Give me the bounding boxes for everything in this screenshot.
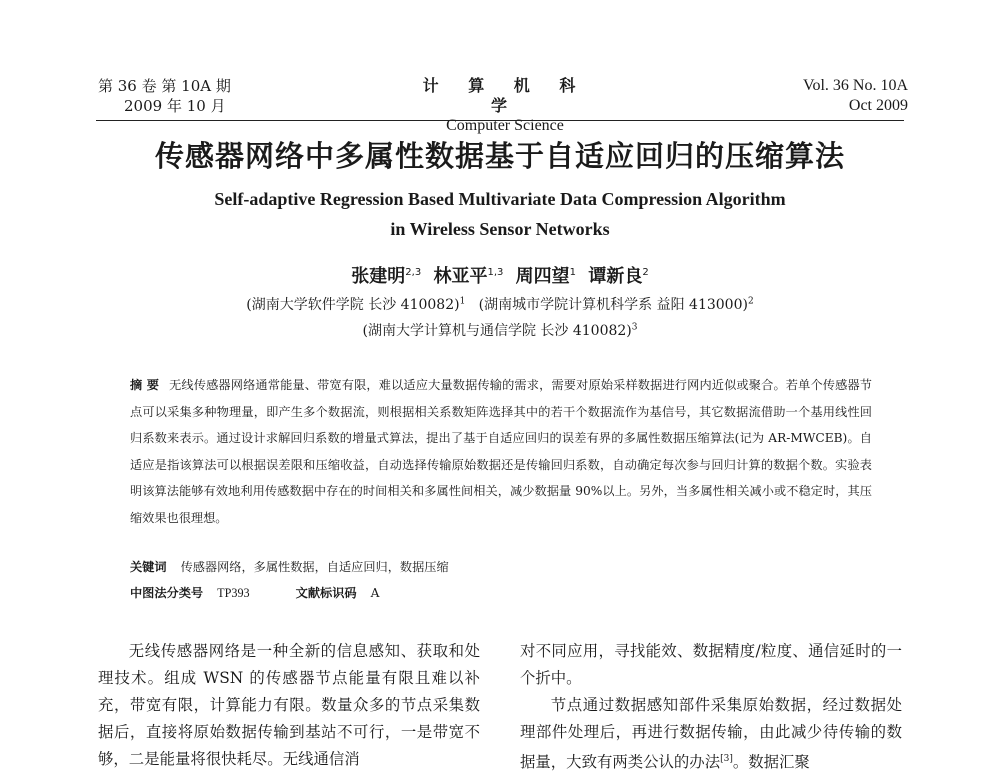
doc-code-label: 文献标识码 [295,586,357,600]
keywords-label: 关键词 [130,560,167,574]
abstract-label: 摘 要 [130,378,160,392]
affiliation-line-2: (湖南大学计算机与通信学院 长沙 410082)$^3$ [362,322,638,339]
journal-header-right [803,76,908,116]
keywords [130,558,449,575]
abstract [130,372,872,531]
author: 张建明$^{2,3}$ [351,266,422,287]
body-paragraph: 节点通过数据感知部件采集原始数据，经过数据处理部件处理后，再进行数据传输，由此减少待传输的数据量，大致有两类公认的办法[3]。数据汇聚 [520,696,902,772]
paper-title-en [0,184,1000,244]
paper-title-en-line1: Self-adaptive Regression Based Multivariate Data Compression Algorithm [214,189,786,209]
issue-date-cn: 2009 年 10 月 [124,97,226,115]
journal-name-en: Computer Science [446,117,564,134]
body-paragraph: 对不同应用，寻找能效、数据精度/粒度、通信延时的一个折中。 [520,642,902,687]
classification [130,584,379,601]
affiliation: (湖南城市学院计算机科学系 益阳 413000) [478,297,748,313]
author: 谭新良$^2$ [588,266,649,287]
clc-label: 中图法分类号 [130,586,204,600]
journal-header-left [98,76,231,116]
author: 周四望$^1$ [515,266,577,287]
author-list [0,262,1000,288]
paper-title-cn: 传感器网络中多属性数据基于自适应回归的压缩算法 [154,139,845,173]
journal-name-cn: 计 算 机 科 学 [422,76,588,115]
issue-date-en: Oct 2009 [848,97,908,114]
author: 林亚平$^{1,3}$ [433,266,504,287]
citation-ref[interactable]: [3] [720,754,733,764]
volume-en: Vol. 36 No. 10A [802,77,908,94]
volume-issue: 第 36 卷 第 10A 期 [98,77,231,95]
abstract-text: 无线传感器网络通常能量、带宽有限，难以适应大量数据传输的需求，需要对原始采样数据进行网内近似或聚合。若单个传感器节点可以采集多种物理量，即产生多个数据流，则根据相关系数矩阵选择其中的若干个数据流作为基信号，其它数据流借助一个基用线性回归系数来表示。通过设计求解回归系数的增量式算法，提出了基于自适应回归的误差有界的多属性数据压缩算法(记为 AR-MWCEB)。自适应是指该算法可以根据误差限和压缩收益，自动选择传输原始数据还是传输回归系数，自动确定每次参与回归计算的数据个数。实验表明该算法能够有效地利用传感数据中存在的时间相关和多属性间相关，减少数据量 90%以上。另外，当多属性相关减小或不稳定时，其压缩效果也很理想。 [130,378,872,525]
paper-title-en-line2: in Wireless Sensor Networks [390,219,610,239]
body-column-left [98,638,480,773]
doc-code-value: A [370,586,380,600]
body-paragraph: 无线传感器网络是一种全新的信息感知、获取和处理技术。组成 WSN 的传感器节点能量有限且难以补充，带宽有限，计算能力有限。数量众多的节点采集数据后，直接将原始数据传输到基站不可行，一是带宽不够，二是能量将很快耗尽。无线通信消 [98,642,480,768]
header-divider [96,120,904,121]
affiliation: (湖南大学计算机与通信学院 长沙 410082) [362,323,632,339]
affiliation: (湖南大学软件学院 长沙 410082) [246,297,460,313]
journal-header-center [400,76,610,136]
body-column-right [520,638,902,776]
clc-value: TP393 [217,586,250,600]
keywords-text: 传感器网络，多属性数据，自适应回归，数据压缩 [180,560,449,574]
affiliation-line-1: (湖南大学软件学院 长沙 410082)$^1$ (湖南城市学院计算机科学系 益阳 413000)$^2$ [246,296,754,313]
